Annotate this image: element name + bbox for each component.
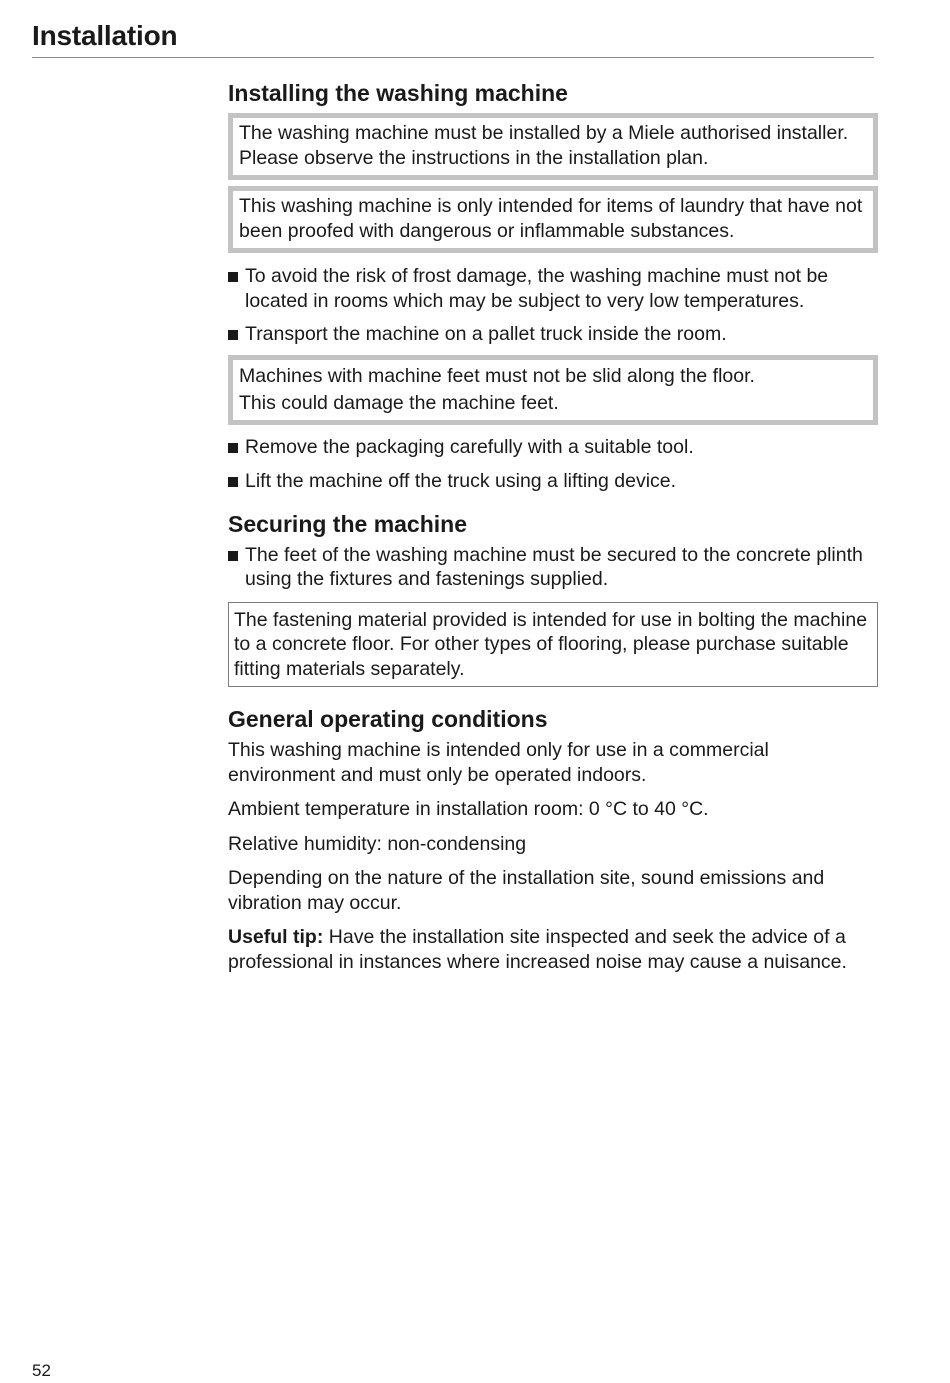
page-number: 52 [32,1361,51,1380]
tip-label: Useful tip: [228,926,324,948]
bullet-square-icon [228,551,238,561]
paragraph-relative-humidity: Relative humidity: non-condensing [228,832,527,855]
list-item-text: Remove the packaging carefully with a suitable tool. [245,435,694,458]
section-securing [228,509,878,688]
list-item [228,264,878,313]
section-heading-conditions: General operating conditions [228,706,548,732]
list-item [228,543,878,592]
list-item-text: Transport the machine on a pallet truck inside the room. [245,323,727,345]
main-content [228,78,878,974]
paragraph-sound-emissions: Depending on the nature of the installation site, sound emissions and vibration may occur. [228,867,825,914]
list-item-text: To avoid the risk of frost damage, the washing machine must not be located in rooms which may be subject to very low temperatures. [245,265,829,312]
warning-box-laundry-items [228,186,878,253]
warning-text-line: This could damage the machine feet. [239,392,559,414]
page-title: Installation [32,20,178,51]
warning-text: The washing machine must be installed by a Miele authorised installer. Please observe the instructions in the installation plan. [239,122,849,169]
warning-box-machine-feet [228,355,878,425]
note-text: The fastening material provided is intended for use in bolting the machine to a concrete floor. For other types of flooring, please purchase suitable fitting materials separately. [234,608,868,680]
page-header [32,20,874,58]
paragraph-ambient-temperature: Ambient temperature in installation room: 0 °C to 40 °C. [228,798,709,820]
bullet-square-icon [228,330,238,340]
paragraph-useful-tip [228,925,878,974]
bullet-square-icon [228,443,238,453]
note-box-fastening-material [228,602,878,688]
section-heading-securing: Securing the machine [228,510,468,537]
list-item [228,435,878,460]
paragraph-commercial-use: This washing machine is intended only for use in a commercial environment and must only be operated indoors. [228,739,769,786]
tip-text: Have the installation site inspected and seek the advice of a professional in instances where increased noise may cause a nuisance. [228,926,847,973]
warning-text-line: Machines with machine feet must not be slid along the floor. [239,364,755,387]
list-item [228,469,878,494]
bullet-square-icon [228,477,238,487]
list-item [228,322,878,347]
section-installing [228,78,878,494]
section-heading-installing: Installing the washing machine [228,80,568,106]
section-conditions [228,704,878,974]
warning-text: This washing machine is only intended for items of laundry that have not been proofed with dangerous or inflammable substances. [239,195,863,242]
list-item-text: Lift the machine off the truck using a lifting device. [245,470,677,492]
list-item-text: The feet of the washing machine must be secured to the concrete plinth using the fixtures and fastenings supplied. [245,543,863,590]
warning-box-authorised-installer [228,113,878,180]
bullet-square-icon [228,272,238,282]
